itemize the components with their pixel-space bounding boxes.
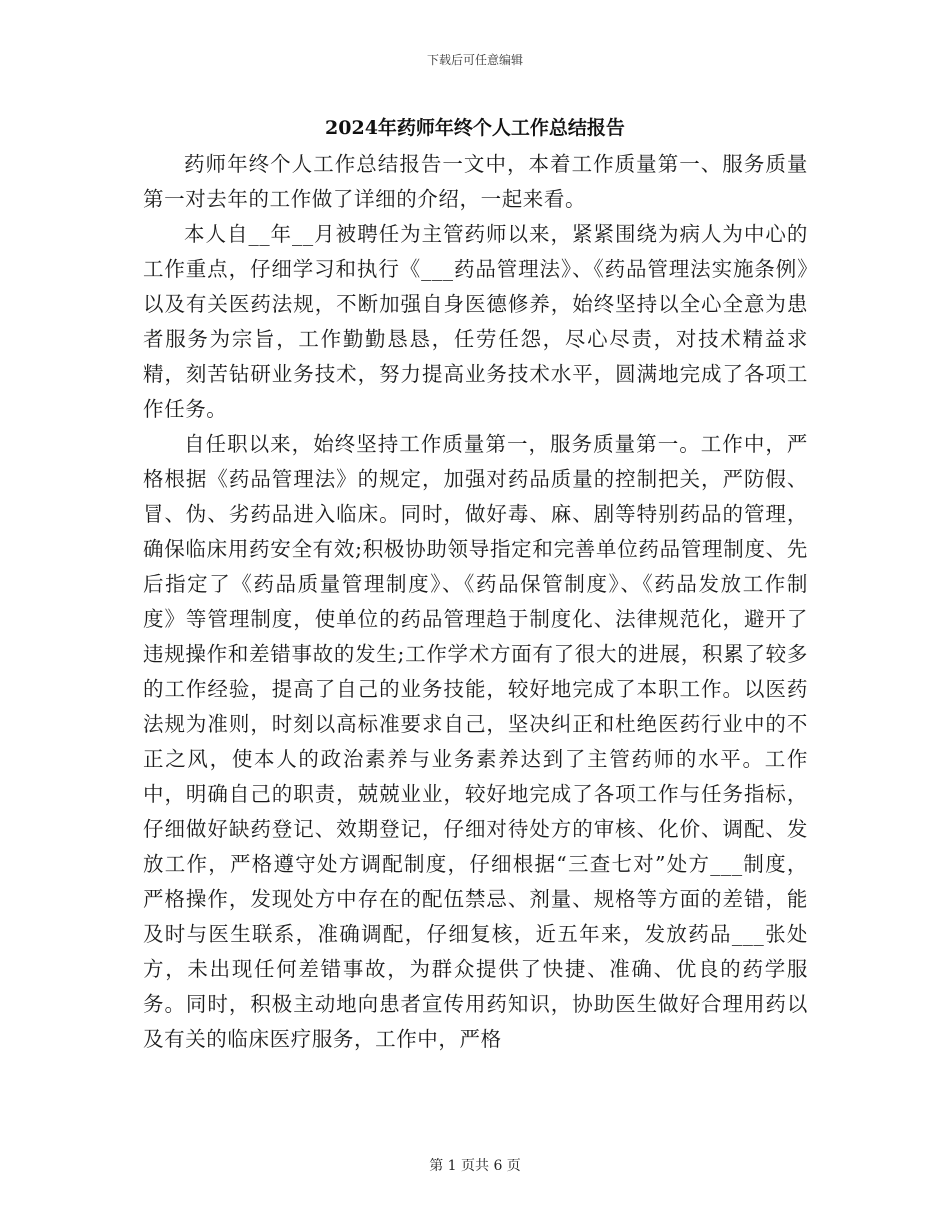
document-body [143,147,808,1057]
paragraph-work-details: 自任职以来，始终坚持工作质量第一，服务质量第一。工作中，严格根据《药品管理法》的规定，加强对药品质量的控制把关，严防假、冒、伪、劣药品进入临床。同时，做好毒、麻、剧等特别药品的管理，确保临床用药安全有效;积极协助领导指定和完善单位药品管理制度、先后指定了《药品质量管理制度》、《药品保管制度》、《药品发放工作制度》等管理制度，使单位的药品管理趋于制度化、法律规范化，避开了违规操作和差错事故的发生;工作学术方面有了很大的进展，积累了较多的工作经验，提高了自己的业务技能，较好地完成了本职工作。以医药法规为准则，时刻以高标准要求自己，坚决纠正和杜绝医药行业中的不正之风，使本人的政治素养与业务素养达到了主管药师的水平。工作中，明确自己的职责，兢兢业业，较好地完成了各项工作与任务指标，仔细做好缺药登记、效期登记，仔细对待处方的审核、化价、调配、发放工作，严格遵守处方调配制度，仔细根据“三查七对”处方___制度，严格操作，发现处方中存在的配伍禁忌、剂量、规格等方面的差错，能及时与医生联系，准确调配，仔细复核，近五年来，发放药品___张处方，未出现任何差错事故，为群众提供了快捷、准确、优良的药学服务。同时，积极主动地向患者宣传用药知识，协助医生做好合理用药以及有关的临床医疗服务，工作中，严格 [143,432,808,1051]
page-number: 第 1 页共 6 页 [429,1158,521,1174]
page-header-note: 下载后可任意编辑 [426,53,523,67]
document-title: 2024年药师年终个人工作总结报告 [325,117,625,139]
paragraph-appointment: 本人自__年__月被聘任为主管药师以来，紧紧围绕为病人为中心的工作重点，仔细学习和执行《___药品管理法》、《药品管理法实施条例》以及有关医药法规，不断加强自身医德修养，始终坚持以全心全意为患者服务为宗旨，工作勤勤恳恳，任劳任怨，尽心尽责，对技术精益求精，刻苦钻研业务技术，努力提高业务技术水平，圆满地完成了各项工作任务。 [143,222,808,421]
paragraph-intro: 药师年终个人工作总结报告一文中，本着工作质量第一、服务质量第一对去年的工作做了详细的介绍，一起来看。 [143,152,808,211]
